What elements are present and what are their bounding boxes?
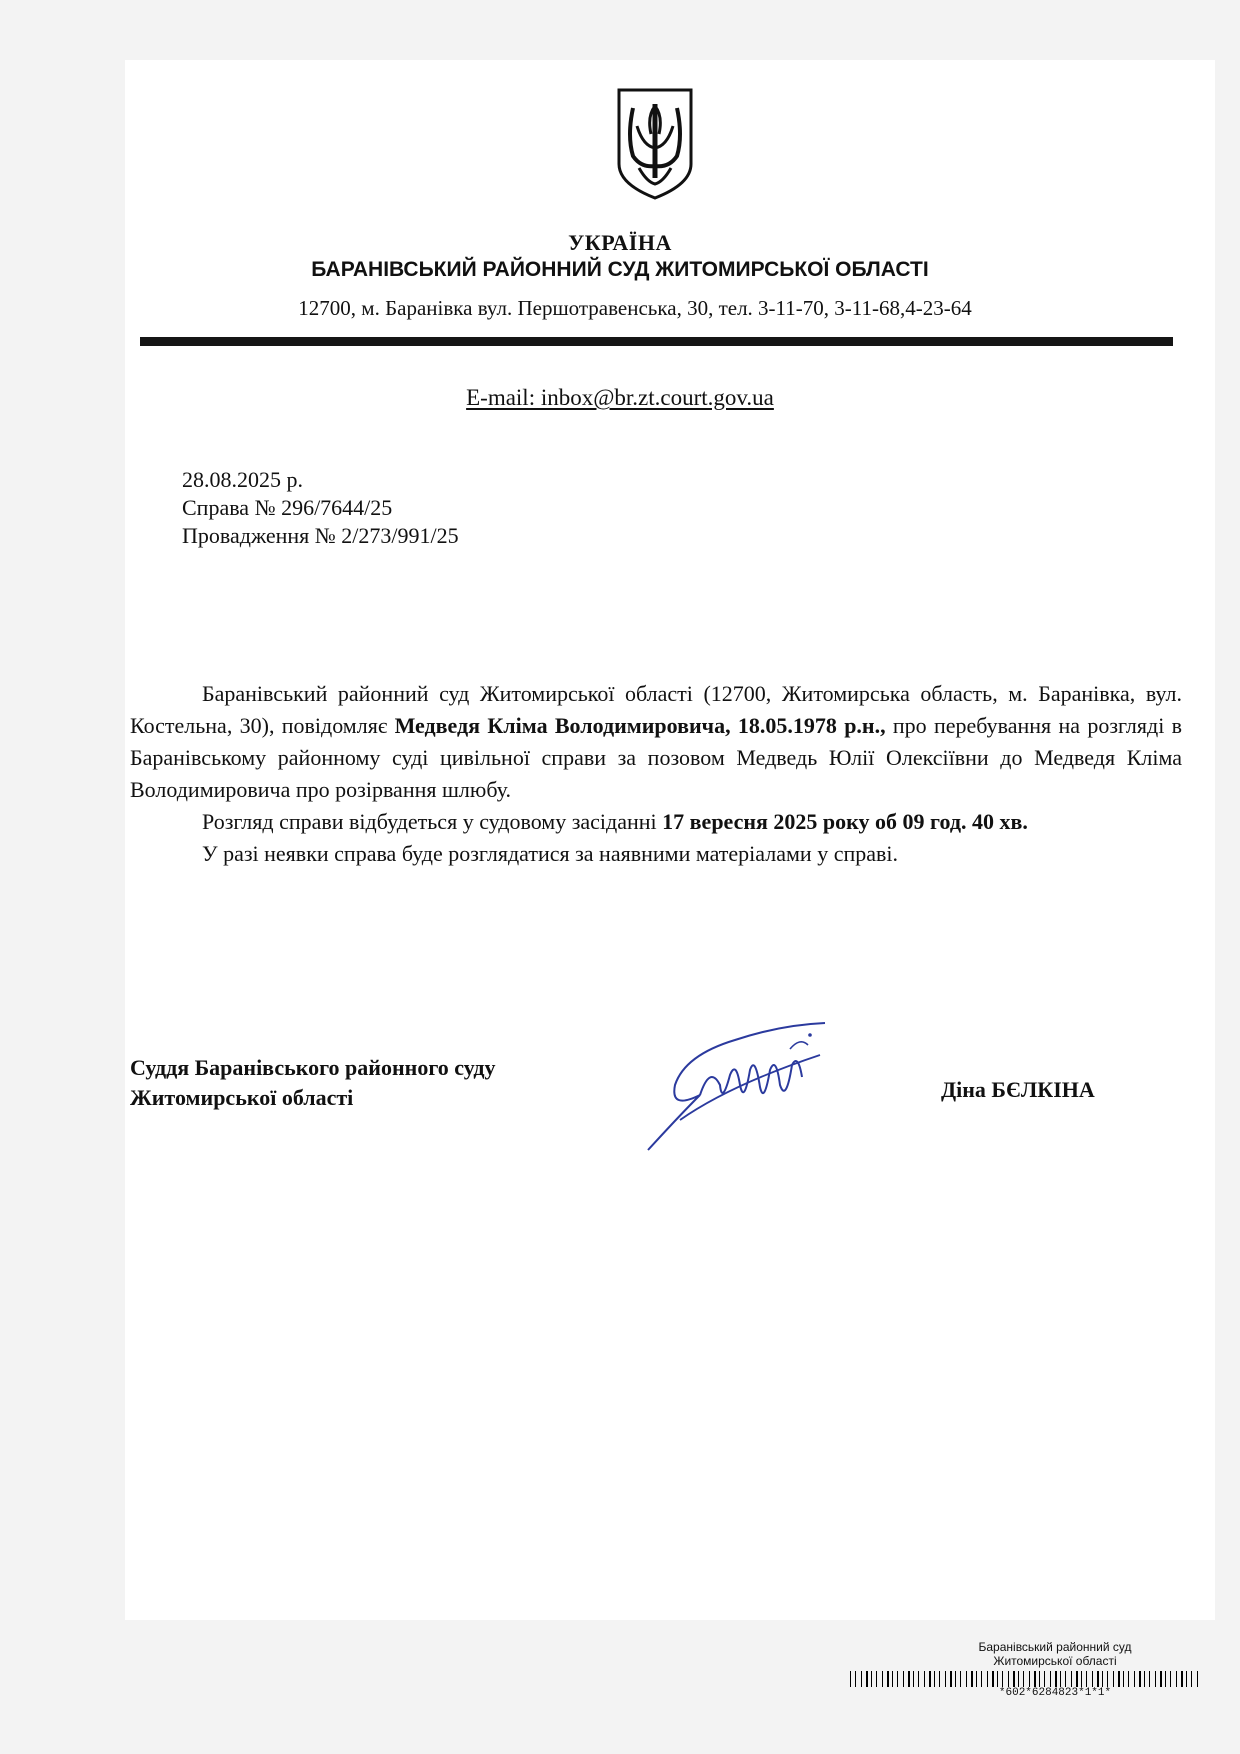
hearing-datetime: 17 вересня 2025 року об 09 год. 40 хв. — [662, 809, 1028, 834]
notice-paragraph-1 — [130, 678, 1182, 806]
document-date: 28.08.2025 р. — [182, 467, 303, 492]
proceeding-number: Провадження № 2/273/991/25 — [182, 523, 459, 548]
judge-title-line-1: Суддя Баранівського районного суду — [130, 1055, 496, 1080]
court-name: БАРАНІВСЬКИЙ РАЙОННИЙ СУД ЖИТОМИРСЬКОЇ ОБЛАСТІ — [311, 258, 929, 281]
notice-text: Баранівський районний суд Житомирської області (12700, Житомирська область, м. Баранівка, вул. Костельна, 30), повідомляє — [130, 681, 1182, 738]
stamp-line-1: Баранівський районний суд — [978, 1640, 1132, 1654]
trident-coat-of-arms-icon — [613, 86, 697, 202]
case-number: Справа № 296/7644/25 — [182, 495, 393, 520]
hearing-text: Розгляд справи відбудеться у судовому засіданні — [202, 809, 663, 834]
judge-title — [130, 1053, 495, 1113]
notice-body — [130, 678, 1182, 870]
judge-title-line-2: Житомирської області — [130, 1085, 354, 1110]
notice-paragraph-3: У разі неявки справа буде розглядатися за наявними матеріалами у справі. — [202, 841, 898, 866]
barcode — [850, 1671, 1200, 1687]
registry-stamp — [905, 1640, 1205, 1668]
stamp-line-2: Житомирської області — [993, 1654, 1117, 1668]
notice-text-continued: про перебування на розгляді в Баранівському районному суді цивільної справи за позовом Медведь Юлії Олексіївни до Медведя Кліма Володимировича про розірвання шлюбу. — [130, 713, 1183, 802]
handwritten-signature — [640, 1015, 840, 1155]
judge-name: Діна БЄЛКІНА — [941, 1077, 1095, 1102]
header-divider — [140, 337, 1173, 346]
respondent-name: Медведя Кліма Володимировича, 18.05.1978 р.н., — [394, 713, 886, 738]
court-address: 12700, м. Баранівка вул. Першотравенська, 30, тел. 3-11-70, 3-11-68,4-23-64 — [298, 296, 972, 320]
court-email: E-mail: inbox@br.zt.court.gov.ua — [466, 385, 774, 410]
barcode-number: *602*6284823*1*1* — [998, 1687, 1112, 1699]
notice-paragraph-2 — [130, 806, 1182, 838]
country-name: УКРАЇНА — [568, 230, 672, 255]
